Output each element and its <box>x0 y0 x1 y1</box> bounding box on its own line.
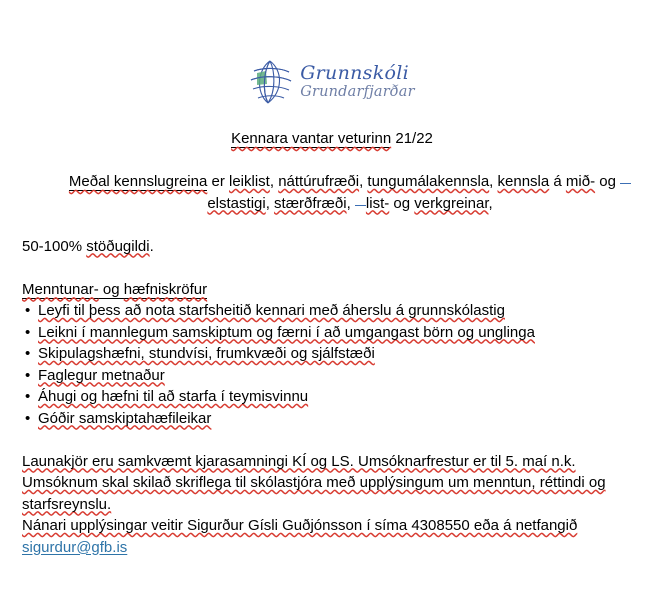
closing-line-2-text: Umsóknum skal skilað skriflega til skólastjóra með upplýsingum um menntun, réttindi og <box>22 474 606 491</box>
requirements-heading-c: hæfniskröfur <box>123 280 208 298</box>
employment-rate-period: . <box>149 237 154 255</box>
closing-line-1 <box>22 451 642 473</box>
contact-email-line <box>22 537 642 559</box>
page-title-year: 21/22 <box>391 130 433 147</box>
bullet-icon: • <box>25 366 31 384</box>
bullet-icon: • <box>25 409 31 427</box>
requirements-heading-b: og <box>98 280 124 298</box>
list-item <box>22 386 642 408</box>
subject-arts: list- <box>365 194 390 212</box>
grammar-marker-2-icon <box>355 205 366 206</box>
subjects-t1: er <box>207 173 229 190</box>
subjects-paragraph <box>22 171 642 214</box>
logo-line-primary: Grunnskóli <box>300 62 410 85</box>
subjects-t7: , <box>265 194 275 212</box>
subject-drama: leiklist <box>229 173 270 190</box>
bullet-icon: • <box>25 323 31 341</box>
bullet-icon: • <box>25 302 31 319</box>
closing-line-1-text: Launakjör eru samkvæmt kjarasamningi KÍ og LS. Umsóknarfrestur er til 5. maí n.k. <box>22 452 576 470</box>
list-item <box>22 408 642 430</box>
contact-email-link[interactable]: sigurdur@gfb.is <box>22 538 128 556</box>
spacer <box>22 150 642 172</box>
employment-rate-value: 50-100% <box>22 237 87 255</box>
subjects-t3: , <box>359 173 368 190</box>
list-item <box>22 343 642 365</box>
subjects-t2: , <box>269 173 279 190</box>
closing-line-3-text: starfsreynslu. <box>22 495 112 513</box>
level-oldest: elstastigi <box>207 194 266 212</box>
subjects-t6: og <box>595 173 621 190</box>
closing-line-2 <box>22 472 642 494</box>
logo-wordmark <box>300 64 415 99</box>
list-item-label: Faglegur metnaður <box>38 366 165 384</box>
bullet-icon: • <box>25 345 31 362</box>
subjects-t10: , <box>488 194 493 212</box>
requirements-list <box>22 300 642 429</box>
globe-grid-emblem-icon <box>247 58 293 106</box>
subject-languages: tungumálakennsla <box>367 173 490 190</box>
employment-rate-term: stöðugildi <box>86 237 150 255</box>
subject-math: stærðfræði <box>274 194 347 212</box>
closing-line-3 <box>22 494 642 516</box>
subject-crafts: verkgreinar <box>414 194 489 212</box>
subjects-t5: á <box>549 173 566 190</box>
list-item <box>22 300 642 322</box>
spacer <box>22 214 642 236</box>
list-item <box>22 365 642 387</box>
subjects-t9: og <box>389 194 415 212</box>
level-middle: mið- <box>565 173 596 190</box>
spacer <box>22 429 642 451</box>
list-item-label: Góðir samskiptahæfileikar <box>38 409 212 427</box>
logo-line-secondary: Grundarfjarðar <box>300 83 415 100</box>
employment-rate <box>22 236 642 258</box>
school-logo <box>0 58 662 106</box>
list-item-label: Leyfi til þess að nota starfsheitið kennari með áherslu á grunnskólastig <box>38 302 505 319</box>
closing-line-4-text: Nánari upplýsingar veitir Sigurður Gísli Guðjónsson í síma 4308550 eða á netfangið <box>22 517 578 534</box>
list-item-label: Skipulagshæfni, stundvísi, frumkvæði og sjálfstæði <box>38 345 375 362</box>
bullet-icon: • <box>25 388 31 405</box>
grammar-marker-icon <box>620 183 631 184</box>
page-title <box>22 128 642 150</box>
subjects-t4: , <box>489 173 498 190</box>
document-body <box>22 128 642 558</box>
spacer <box>22 257 642 279</box>
subjects-t8: , <box>346 194 355 212</box>
page-title-underlined: Kennara vantar veturinn <box>231 130 392 147</box>
list-item <box>22 322 642 344</box>
list-item-label: Áhugi og hæfni til að starfa í teymisvinnu <box>38 388 309 405</box>
subject-teaching: kennsla <box>497 173 550 190</box>
subjects-lead: Meðal kennslugreina <box>68 173 208 190</box>
list-item-label: Leikni í mannlegum samskiptum og færni í að umgangast börn og unglinga <box>38 323 535 341</box>
requirements-heading <box>22 279 642 301</box>
closing-line-4 <box>22 515 642 537</box>
requirements-heading-a: Menntunar- <box>22 280 99 298</box>
subject-science: náttúrufræði <box>278 173 360 190</box>
